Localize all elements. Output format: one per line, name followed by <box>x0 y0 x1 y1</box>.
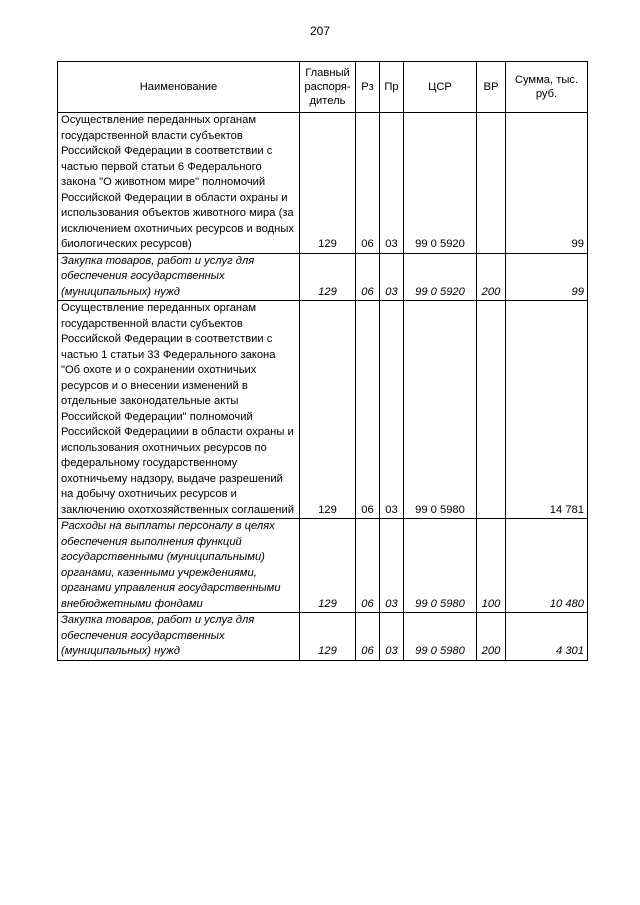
row-admin: 129 <box>300 301 356 519</box>
row-name: Осуществление переданных органам государственной власти субъектов Российской Федерации в соответствии с частью первой статьи 6 Федерального закона "О животном мире" полномочий Российской Федерации в области охраны и использования объектов животного мира (за исключением охотничьих ресурсов и водных биологических ресурсов) <box>58 113 300 254</box>
row-sum: 99 <box>506 253 588 301</box>
row-pr: 03 <box>380 253 404 301</box>
header-pr: Пр <box>380 62 404 113</box>
row-pr: 03 <box>380 519 404 613</box>
row-sum: 10 480 <box>506 519 588 613</box>
row-vr: 200 <box>477 253 506 301</box>
page-number: 207 <box>309 24 331 38</box>
row-admin: 129 <box>300 113 356 254</box>
row-admin: 129 <box>300 253 356 301</box>
table-row <box>58 301 588 519</box>
row-name: Закупка товаров, работ и услуг для обеспечения государственных (муниципальных) нужд <box>58 613 300 661</box>
header-sum: Сумма, тыс. руб. <box>506 62 588 113</box>
row-csr: 99 0 5980 <box>404 519 477 613</box>
row-rz: 06 <box>356 301 380 519</box>
row-csr: 99 0 5980 <box>404 613 477 661</box>
row-admin: 129 <box>300 519 356 613</box>
header-csr: ЦСР <box>404 62 477 113</box>
row-csr: 99 0 5920 <box>404 253 477 301</box>
row-sum: 99 <box>506 113 588 254</box>
row-csr: 99 0 5920 <box>404 113 477 254</box>
row-name: Осуществление переданных органам государственной власти субъектов Российской Федерации в соответствии с частью 1 статьи 33 Федерального закона "Об охоте и о сохранении охотничьих ресурсов и о внесении изменений в отдельные законодательные акты Российской Федерации" полномочий Российской Федерациии в области охраны и использования охотничьих ресурсов по федеральному государственному охотничьему надзору, выдаче разрешений на добычу охотничьих ресурсов и заключению охотхозяйственных соглашений <box>58 301 300 519</box>
row-rz: 06 <box>356 253 380 301</box>
row-pr: 03 <box>380 613 404 661</box>
header-vr: ВР <box>477 62 506 113</box>
row-vr <box>477 301 506 519</box>
header-name: Наименование <box>58 62 300 113</box>
budget-table <box>57 61 588 661</box>
header-row <box>58 62 588 113</box>
row-pr: 03 <box>380 113 404 254</box>
header-rz: Рз <box>356 62 380 113</box>
header-admin: Главный распоря-дитель <box>300 62 356 113</box>
row-rz: 06 <box>356 113 380 254</box>
row-sum: 4 301 <box>506 613 588 661</box>
row-name: Закупка товаров, работ и услуг для обеспечения государственных (муниципальных) нужд <box>58 253 300 301</box>
row-vr: 200 <box>477 613 506 661</box>
table-row <box>58 519 588 613</box>
row-sum: 14 781 <box>506 301 588 519</box>
row-admin: 129 <box>300 613 356 661</box>
row-name: Расходы на выплаты персоналу в целях обеспечения выполнения функций государственными (муниципальными) органами, казенными учреждениями, органами управления государственными внебюджетными фондами <box>58 519 300 613</box>
row-rz: 06 <box>356 613 380 661</box>
row-csr: 99 0 5980 <box>404 301 477 519</box>
row-vr <box>477 113 506 254</box>
table-row <box>58 113 588 254</box>
row-rz: 06 <box>356 519 380 613</box>
table-row <box>58 253 588 301</box>
table-row <box>58 613 588 661</box>
row-pr: 03 <box>380 301 404 519</box>
row-vr: 100 <box>477 519 506 613</box>
